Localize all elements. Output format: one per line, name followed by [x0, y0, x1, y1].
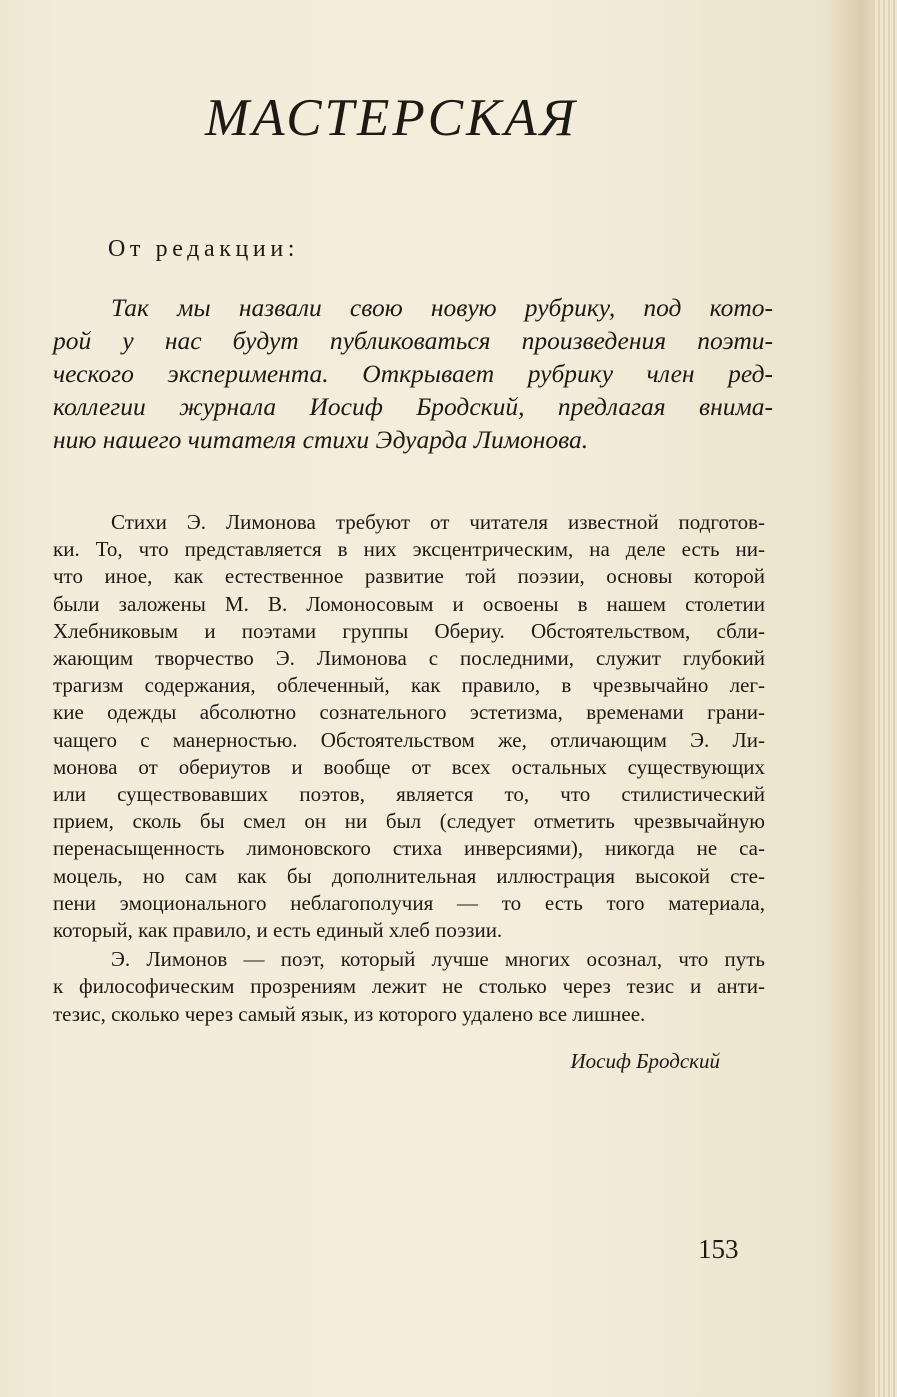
body-line: были заложены М. В. Ломоносовым и освоены в нашем столетии	[53, 591, 765, 616]
body-line: Э. Лимонов — поэт, который лучше многих осознал, что путь	[111, 947, 765, 972]
body-line: прием, сколь бы смел он ни был (следует отметить чрезвычайную	[53, 809, 765, 834]
body-line: монова от обериутов и вообще от всех остальных существующих	[53, 754, 765, 779]
intro-line: ческого эксперимента. Открывает рубрику член ред-	[53, 359, 773, 388]
paragraph-1	[53, 509, 765, 944]
body-line: что иное, как естественное развитие той поэзии, основы которой	[53, 564, 765, 589]
body-line: тезис, сколько через самый язык, из которого удалено все лишнее.	[53, 1001, 646, 1026]
body-line: ки. То, что представляется в них эксцентрическим, на деле есть ни-	[53, 537, 765, 562]
body-line: пени эмоционального неблагополучия — то есть того материала,	[53, 890, 765, 915]
body-line: трагизм содержания, облеченный, как правило, в чрезвычайно лег-	[53, 673, 765, 698]
editorial-heading: От редакции:	[108, 236, 300, 262]
page-edge	[875, 0, 897, 1397]
intro-line: коллегии журнала Иосиф Бродский, предлагая внима-	[53, 392, 773, 421]
editorial-intro	[53, 291, 773, 456]
intro-line: Так мы назвали свою новую рубрику, под кото-	[111, 293, 773, 322]
author-signature: Иосиф Бродский	[570, 1049, 720, 1073]
body-line: жающим творчество Э. Лимонова с последними, служит глубокий	[53, 646, 765, 671]
body-line: чащего с манерностью. Обстоятельством же, отличающим Э. Ли-	[53, 727, 765, 752]
body-line: который, как правило, и есть единый хлеб поэзии.	[53, 918, 503, 943]
body-line: перенасыщенность лимоновского стиха инверсиями), никогда не са-	[53, 836, 765, 861]
article-body	[53, 509, 765, 1028]
body-line: Стихи Э. Лимонова требуют от читателя известной подготов-	[111, 510, 765, 534]
section-title: МАСТЕРСКАЯ	[205, 89, 578, 147]
body-line: Хлебниковым и поэтами группы Обериу. Обстоятельством, сбли-	[53, 618, 765, 643]
body-line: к философическим прозрениям лежит не столько через тезис и анти-	[53, 974, 765, 999]
body-line: моцель, но сам как бы дополнительная иллюстрация высокой сте-	[53, 863, 765, 888]
body-line: или существовавших поэтов, является то, что стилистический	[53, 782, 765, 807]
show-through	[120, 175, 126, 201]
intro-line: нию нашего читателя стихи Эдуарда Лимонова.	[53, 425, 589, 454]
intro-line: рой у нас будут публиковаться произведения поэти-	[53, 326, 773, 355]
body-line: кие одежды абсолютно сознательного эстетизма, временами грани-	[53, 700, 765, 725]
page-number: 153	[698, 1234, 739, 1264]
paragraph-2	[53, 946, 765, 1028]
